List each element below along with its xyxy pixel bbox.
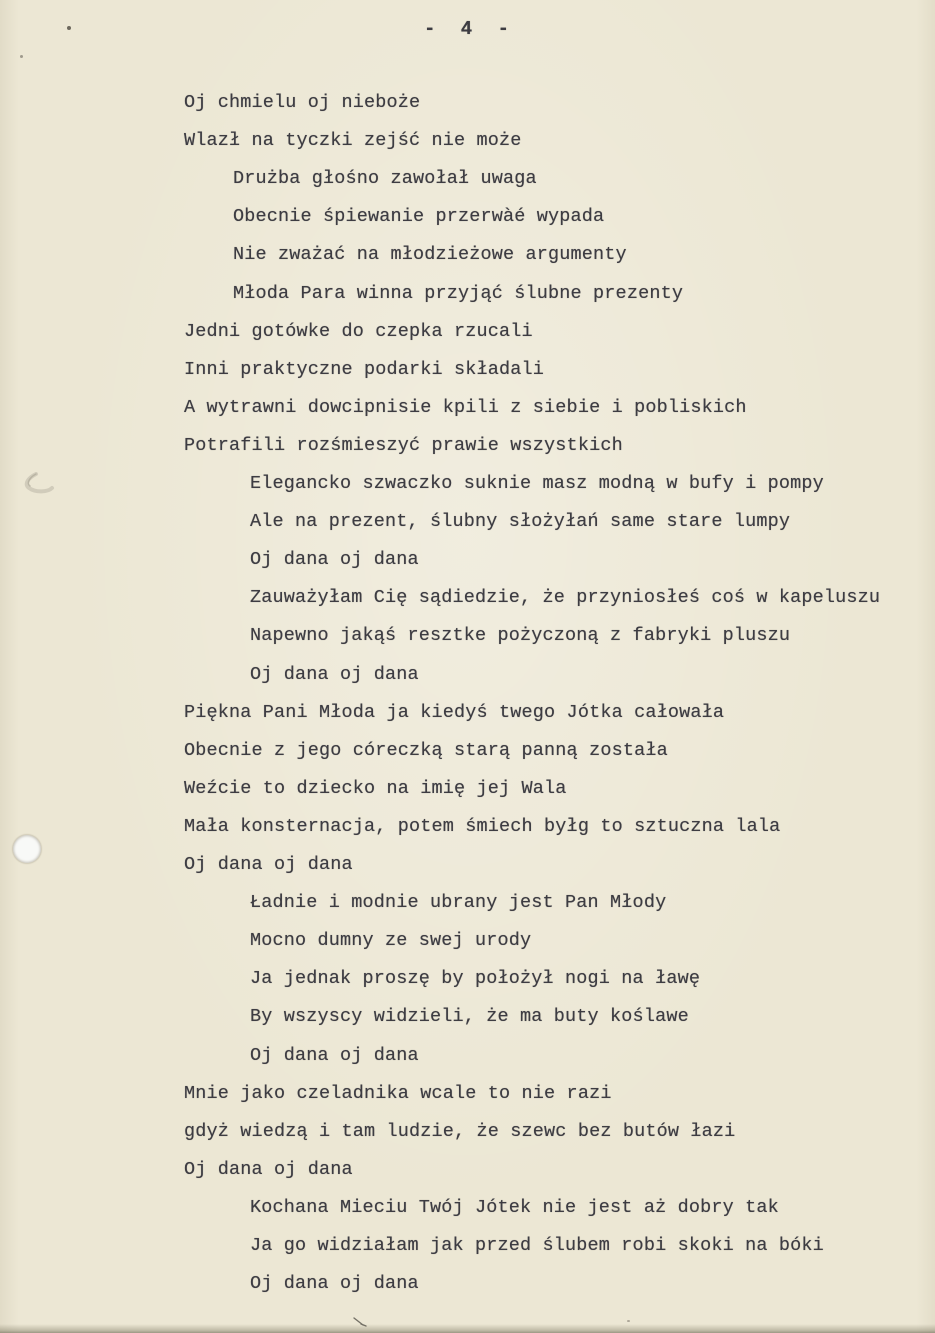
text-line: Kochana Mieciu Twój Jótek nie jest aż dobry tak	[250, 1197, 779, 1218]
paper-speck-icon	[627, 1320, 630, 1322]
text-line: Ale na prezent, ślubny słożyłań same stare lumpy	[250, 511, 791, 532]
paper-clip-mark	[22, 472, 56, 502]
text-line: Oj dana oj dana	[250, 1045, 419, 1066]
text-line: Obecnie śpiewanie przerwàé wypada	[233, 206, 605, 227]
text-line: Napewno jakąś resztke pożyczoną z fabryki pluszu	[250, 625, 791, 646]
text-line: Wlazł na tyczki zejść nie może	[184, 130, 522, 151]
paper-speck-icon	[67, 26, 71, 30]
text-line: Drużba głośno zawołał uwaga	[233, 168, 537, 189]
text-line: Oj chmielu oj nieboże	[184, 92, 421, 113]
text-line: Oj dana oj dana	[184, 854, 353, 875]
text-line: Oj dana oj dana	[184, 1159, 353, 1180]
text-line: Oj dana oj dana	[250, 1273, 419, 1294]
text-line: Zauważyłam Cię sądiedzie, że przyniosłeś coś w kapeluszu	[250, 587, 881, 608]
text-line: Obecnie z jego córeczką starą panną została	[184, 740, 668, 761]
text-line: Elegancko szwaczko suknie masz modną w bufy i pompy	[250, 473, 824, 494]
text-line: Weźcie to dziecko na imię jej Wala	[184, 778, 567, 799]
text-line: Młoda Para winna przyjąć ślubne prezenty	[233, 283, 684, 304]
text-line: Inni praktyczne podarki składali	[184, 359, 545, 380]
paper-speck-icon	[20, 55, 23, 58]
page-number: - 4 -	[423, 18, 511, 40]
text-line: A wytrawni dowcipnisie kpili z siebie i pobliskich	[184, 397, 747, 418]
text-line: Oj dana oj dana	[250, 549, 419, 570]
text-line: Ładnie i modnie ubrany jest Pan Młody	[250, 892, 667, 913]
text-line: Oj dana oj dana	[250, 664, 419, 685]
text-line: gdyż wiedzą i tam ludzie, że szewc bez butów łazi	[184, 1121, 736, 1142]
text-line: Ja go widziałam jak przed ślubem robi skoki na bóki	[250, 1235, 824, 1256]
stray-pen-mark-icon	[352, 1314, 368, 1324]
text-line: Jedni gotówke do czepka rzucali	[184, 321, 533, 342]
text-line: Mnie jako czeladnika wcale to nie razi	[184, 1083, 612, 1104]
text-line: By wszyscy widzieli, że ma buty koślawe	[250, 1006, 689, 1027]
text-line: Ja jednak proszę by położył nogi na ławę	[250, 968, 701, 989]
text-line: Mała konsternacja, potem śmiech byłg to sztuczna lala	[184, 816, 781, 837]
hole-punch	[13, 835, 41, 863]
text-line: Nie zważać na młodzieżowe argumenty	[233, 244, 627, 265]
text-line: Potrafili rozśmieszyć prawie wszystkich	[184, 435, 623, 456]
text-line: Mocno dumny ze swej urody	[250, 930, 532, 951]
text-line: Piękna Pani Młoda ja kiedyś twego Jótka całowała	[184, 702, 725, 723]
scan-edge-shadow	[0, 1324, 935, 1333]
